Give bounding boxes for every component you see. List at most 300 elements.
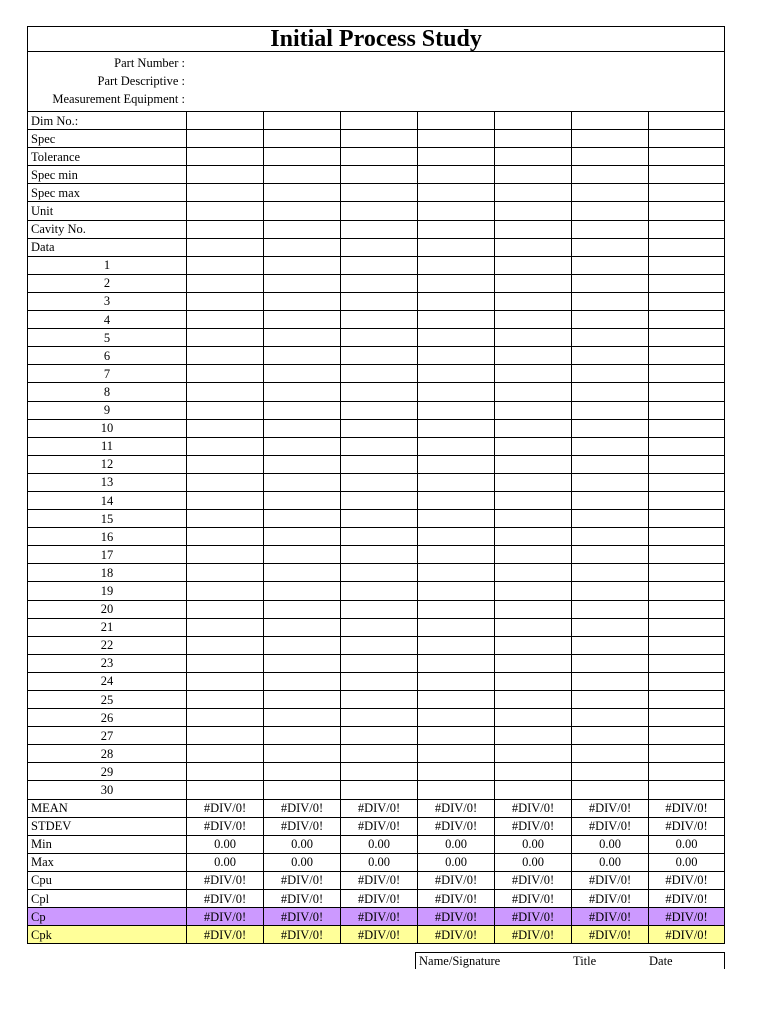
data-cell-6[interactable] — [572, 781, 649, 799]
data-cell-2[interactable] — [264, 329, 341, 347]
data-cell-6[interactable] — [572, 654, 649, 672]
data-cell-7[interactable] — [649, 636, 725, 654]
data-cell-3[interactable] — [341, 727, 418, 745]
data-cell-3[interactable] — [341, 383, 418, 401]
data-row-number: 1 — [28, 256, 187, 274]
data-cell-6[interactable] — [572, 256, 649, 274]
data-cell-5[interactable] — [495, 709, 572, 727]
data-cell-1[interactable] — [187, 745, 264, 763]
spec-cell-6[interactable] — [572, 220, 649, 238]
data-cell-4[interactable] — [418, 654, 495, 672]
stat-value: #DIV/0! — [418, 799, 495, 817]
data-cell-1[interactable] — [187, 691, 264, 709]
data-cell-3[interactable] — [341, 292, 418, 310]
stat-value: 0.00 — [495, 835, 572, 853]
data-cell-2[interactable] — [264, 745, 341, 763]
data-cell-5[interactable] — [495, 365, 572, 383]
data-cell-3[interactable] — [341, 654, 418, 672]
data-cell-1[interactable] — [187, 274, 264, 292]
data-cell-6[interactable] — [572, 745, 649, 763]
spec-cell-3[interactable] — [341, 166, 418, 184]
stat-value: #DIV/0! — [418, 817, 495, 835]
spec-cell-4[interactable] — [418, 220, 495, 238]
spec-cell-6[interactable] — [572, 130, 649, 148]
data-cell-1[interactable] — [187, 455, 264, 473]
data-cell-2[interactable] — [264, 455, 341, 473]
data-cell-4[interactable] — [418, 546, 495, 564]
data-cell-4[interactable] — [418, 473, 495, 491]
data-row-number: 11 — [28, 437, 187, 455]
data-cell-7[interactable] — [649, 582, 725, 600]
data-cell-5[interactable] — [495, 455, 572, 473]
data-cell-4[interactable] — [418, 781, 495, 799]
spec-cell-6[interactable] — [572, 112, 649, 130]
data-cell-6[interactable] — [572, 582, 649, 600]
data-cell-3[interactable] — [341, 636, 418, 654]
data-cell-7[interactable] — [649, 256, 725, 274]
stat-value: #DIV/0! — [649, 908, 725, 926]
spec-cell-2[interactable] — [264, 148, 341, 166]
data-cell-1[interactable] — [187, 473, 264, 491]
data-cell-5[interactable] — [495, 510, 572, 528]
spec-cell-1[interactable] — [187, 202, 264, 220]
data-cell-7[interactable] — [649, 781, 725, 799]
spec-cell-7[interactable] — [649, 220, 725, 238]
spec-cell-5[interactable] — [495, 184, 572, 202]
data-cell-7[interactable] — [649, 437, 725, 455]
data-cell-2[interactable] — [264, 274, 341, 292]
data-cell-2[interactable] — [264, 654, 341, 672]
data-cell-3[interactable] — [341, 491, 418, 509]
data-cell-1[interactable] — [187, 419, 264, 437]
data-cell-7[interactable] — [649, 329, 725, 347]
data-cell-4[interactable] — [418, 745, 495, 763]
data-cell-6[interactable] — [572, 510, 649, 528]
data-cell-1[interactable] — [187, 437, 264, 455]
data-cell-2[interactable] — [264, 564, 341, 582]
data-cell-7[interactable] — [649, 311, 725, 329]
data-cell-4[interactable] — [418, 419, 495, 437]
data-cell-5[interactable] — [495, 564, 572, 582]
data-cell-6[interactable] — [572, 528, 649, 546]
data-cell-6[interactable] — [572, 600, 649, 618]
data-cell-1[interactable] — [187, 365, 264, 383]
data-cell-2[interactable] — [264, 546, 341, 564]
stat-value: #DIV/0! — [187, 799, 264, 817]
spec-cell-4[interactable] — [418, 238, 495, 256]
data-cell-5[interactable] — [495, 473, 572, 491]
data-cell-1[interactable] — [187, 311, 264, 329]
data-cell-1[interactable] — [187, 654, 264, 672]
data-cell-5[interactable] — [495, 654, 572, 672]
data-cell-5[interactable] — [495, 419, 572, 437]
data-cell-5[interactable] — [495, 745, 572, 763]
spec-cell-3[interactable] — [341, 220, 418, 238]
data-cell-7[interactable] — [649, 473, 725, 491]
spec-cell-5[interactable] — [495, 238, 572, 256]
spec-cell-5[interactable] — [495, 130, 572, 148]
data-cell-7[interactable] — [649, 763, 725, 781]
data-cell-2[interactable] — [264, 473, 341, 491]
data-cell-7[interactable] — [649, 510, 725, 528]
data-cell-4[interactable] — [418, 636, 495, 654]
spec-cell-1[interactable] — [187, 148, 264, 166]
spec-cell-3[interactable] — [341, 202, 418, 220]
data-cell-4[interactable] — [418, 510, 495, 528]
data-cell-6[interactable] — [572, 365, 649, 383]
stat-value: #DIV/0! — [187, 817, 264, 835]
data-cell-3[interactable] — [341, 745, 418, 763]
spec-cell-7[interactable] — [649, 202, 725, 220]
data-cell-1[interactable] — [187, 292, 264, 310]
data-cell-4[interactable] — [418, 347, 495, 365]
spec-cell-1[interactable] — [187, 184, 264, 202]
spec-cell-6[interactable] — [572, 148, 649, 166]
data-row-number: 5 — [28, 329, 187, 347]
data-cell-6[interactable] — [572, 636, 649, 654]
data-cell-4[interactable] — [418, 292, 495, 310]
data-row — [28, 727, 725, 745]
spec-cell-3[interactable] — [341, 130, 418, 148]
spec-cell-5[interactable] — [495, 220, 572, 238]
stat-value: 0.00 — [572, 853, 649, 871]
data-cell-1[interactable] — [187, 709, 264, 727]
data-cell-6[interactable] — [572, 311, 649, 329]
data-cell-2[interactable] — [264, 528, 341, 546]
stat-value: #DIV/0! — [187, 890, 264, 908]
data-cell-2[interactable] — [264, 763, 341, 781]
data-cell-7[interactable] — [649, 491, 725, 509]
spec-cell-2[interactable] — [264, 238, 341, 256]
data-cell-1[interactable] — [187, 347, 264, 365]
data-cell-3[interactable] — [341, 311, 418, 329]
data-cell-1[interactable] — [187, 546, 264, 564]
spec-cell-5[interactable] — [495, 148, 572, 166]
data-cell-2[interactable] — [264, 383, 341, 401]
stat-value: 0.00 — [341, 853, 418, 871]
data-cell-4[interactable] — [418, 383, 495, 401]
data-cell-1[interactable] — [187, 256, 264, 274]
data-cell-2[interactable] — [264, 401, 341, 419]
data-cell-2[interactable] — [264, 256, 341, 274]
data-cell-5[interactable] — [495, 274, 572, 292]
spec-cell-2[interactable] — [264, 184, 341, 202]
data-cell-6[interactable] — [572, 672, 649, 690]
data-cell-1[interactable] — [187, 491, 264, 509]
data-cell-4[interactable] — [418, 528, 495, 546]
data-cell-5[interactable] — [495, 383, 572, 401]
data-row — [28, 600, 725, 618]
data-cell-1[interactable] — [187, 781, 264, 799]
data-cell-3[interactable] — [341, 763, 418, 781]
part-descriptive-value[interactable] — [188, 72, 724, 90]
data-cell-7[interactable] — [649, 672, 725, 690]
spec-cell-3[interactable] — [341, 184, 418, 202]
data-cell-5[interactable] — [495, 347, 572, 365]
data-cell-3[interactable] — [341, 256, 418, 274]
spec-cell-6[interactable] — [572, 202, 649, 220]
data-cell-4[interactable] — [418, 311, 495, 329]
stat-value: #DIV/0! — [495, 926, 572, 944]
spec-cell-5[interactable] — [495, 202, 572, 220]
data-cell-2[interactable] — [264, 437, 341, 455]
data-cell-3[interactable] — [341, 347, 418, 365]
data-cell-5[interactable] — [495, 636, 572, 654]
spec-cell-7[interactable] — [649, 184, 725, 202]
stat-value: #DIV/0! — [341, 926, 418, 944]
spec-cell-1[interactable] — [187, 220, 264, 238]
data-cell-2[interactable] — [264, 636, 341, 654]
data-cell-3[interactable] — [341, 274, 418, 292]
data-cell-4[interactable] — [418, 582, 495, 600]
data-cell-5[interactable] — [495, 437, 572, 455]
data-cell-1[interactable] — [187, 582, 264, 600]
spec-cell-3[interactable] — [341, 112, 418, 130]
data-cell-5[interactable] — [495, 292, 572, 310]
data-row — [28, 329, 725, 347]
data-cell-5[interactable] — [495, 691, 572, 709]
data-cell-3[interactable] — [341, 455, 418, 473]
data-cell-1[interactable] — [187, 383, 264, 401]
spec-cell-5[interactable] — [495, 166, 572, 184]
data-cell-2[interactable] — [264, 672, 341, 690]
data-cell-2[interactable] — [264, 347, 341, 365]
spec-cell-7[interactable] — [649, 112, 725, 130]
data-cell-4[interactable] — [418, 727, 495, 745]
data-cell-7[interactable] — [649, 347, 725, 365]
data-cell-7[interactable] — [649, 528, 725, 546]
data-cell-3[interactable] — [341, 419, 418, 437]
data-cell-1[interactable] — [187, 329, 264, 347]
data-cell-2[interactable] — [264, 419, 341, 437]
data-cell-1[interactable] — [187, 401, 264, 419]
data-cell-1[interactable] — [187, 528, 264, 546]
data-cell-6[interactable] — [572, 455, 649, 473]
data-cell-4[interactable] — [418, 455, 495, 473]
spec-cell-4[interactable] — [418, 184, 495, 202]
data-cell-7[interactable] — [649, 274, 725, 292]
data-cell-6[interactable] — [572, 437, 649, 455]
stat-value: #DIV/0! — [264, 926, 341, 944]
data-cell-7[interactable] — [649, 546, 725, 564]
data-cell-2[interactable] — [264, 781, 341, 799]
data-row-number: 15 — [28, 510, 187, 528]
spec-cell-1[interactable] — [187, 112, 264, 130]
data-cell-2[interactable] — [264, 709, 341, 727]
stat-value: 0.00 — [495, 853, 572, 871]
spec-cell-1[interactable] — [187, 130, 264, 148]
data-cell-3[interactable] — [341, 473, 418, 491]
data-cell-7[interactable] — [649, 365, 725, 383]
spec-cell-7[interactable] — [649, 238, 725, 256]
data-cell-1[interactable] — [187, 636, 264, 654]
data-cell-4[interactable] — [418, 401, 495, 419]
data-cell-4[interactable] — [418, 256, 495, 274]
data-cell-5[interactable] — [495, 528, 572, 546]
data-cell-7[interactable] — [649, 455, 725, 473]
data-cell-2[interactable] — [264, 600, 341, 618]
data-row — [28, 365, 725, 383]
data-cell-5[interactable] — [495, 311, 572, 329]
data-cell-6[interactable] — [572, 274, 649, 292]
data-cell-3[interactable] — [341, 582, 418, 600]
data-cell-6[interactable] — [572, 564, 649, 582]
data-cell-6[interactable] — [572, 401, 649, 419]
data-cell-2[interactable] — [264, 582, 341, 600]
data-cell-3[interactable] — [341, 672, 418, 690]
data-cell-7[interactable] — [649, 419, 725, 437]
data-cell-5[interactable] — [495, 672, 572, 690]
spec-cell-1[interactable] — [187, 238, 264, 256]
data-cell-1[interactable] — [187, 510, 264, 528]
spec-cell-5[interactable] — [495, 112, 572, 130]
data-cell-4[interactable] — [418, 763, 495, 781]
data-cell-5[interactable] — [495, 546, 572, 564]
data-cell-3[interactable] — [341, 329, 418, 347]
data-cell-6[interactable] — [572, 618, 649, 636]
spec-cell-2[interactable] — [264, 112, 341, 130]
data-cell-4[interactable] — [418, 274, 495, 292]
stat-label: STDEV — [28, 817, 187, 835]
data-cell-5[interactable] — [495, 763, 572, 781]
data-cell-3[interactable] — [341, 600, 418, 618]
data-cell-5[interactable] — [495, 329, 572, 347]
data-cell-7[interactable] — [649, 564, 725, 582]
data-cell-2[interactable] — [264, 727, 341, 745]
spec-cell-1[interactable] — [187, 166, 264, 184]
data-cell-3[interactable] — [341, 365, 418, 383]
data-cell-2[interactable] — [264, 618, 341, 636]
spec-cell-4[interactable] — [418, 112, 495, 130]
data-cell-7[interactable] — [649, 691, 725, 709]
data-cell-3[interactable] — [341, 691, 418, 709]
data-cell-4[interactable] — [418, 437, 495, 455]
stat-value: #DIV/0! — [264, 908, 341, 926]
spec-cell-6[interactable] — [572, 166, 649, 184]
data-row — [28, 546, 725, 564]
spec-cell-3[interactable] — [341, 238, 418, 256]
data-cell-6[interactable] — [572, 292, 649, 310]
spec-cell-7[interactable] — [649, 130, 725, 148]
data-cell-3[interactable] — [341, 437, 418, 455]
data-cell-6[interactable] — [572, 419, 649, 437]
data-cell-6[interactable] — [572, 727, 649, 745]
data-cell-7[interactable] — [649, 709, 725, 727]
data-row-number: 28 — [28, 745, 187, 763]
spec-cell-6[interactable] — [572, 238, 649, 256]
data-cell-2[interactable] — [264, 510, 341, 528]
data-cell-7[interactable] — [649, 654, 725, 672]
data-cell-1[interactable] — [187, 727, 264, 745]
stat-value: #DIV/0! — [264, 871, 341, 889]
stat-value: #DIV/0! — [495, 871, 572, 889]
spec-cell-2[interactable] — [264, 166, 341, 184]
data-cell-5[interactable] — [495, 618, 572, 636]
data-cell-6[interactable] — [572, 709, 649, 727]
spec-cell-6[interactable] — [572, 184, 649, 202]
data-cell-6[interactable] — [572, 383, 649, 401]
data-cell-4[interactable] — [418, 691, 495, 709]
spec-cell-2[interactable] — [264, 220, 341, 238]
measurement-equipment-value[interactable] — [188, 90, 724, 108]
data-cell-5[interactable] — [495, 781, 572, 799]
data-cell-5[interactable] — [495, 727, 572, 745]
data-cell-6[interactable] — [572, 473, 649, 491]
data-cell-6[interactable] — [572, 329, 649, 347]
spec-cell-4[interactable] — [418, 130, 495, 148]
data-cell-3[interactable] — [341, 709, 418, 727]
data-cell-1[interactable] — [187, 564, 264, 582]
data-cell-1[interactable] — [187, 600, 264, 618]
data-cell-5[interactable] — [495, 600, 572, 618]
data-cell-5[interactable] — [495, 256, 572, 274]
data-cell-5[interactable] — [495, 491, 572, 509]
data-cell-5[interactable] — [495, 582, 572, 600]
data-cell-7[interactable] — [649, 618, 725, 636]
data-row — [28, 491, 725, 509]
spec-cell-4[interactable] — [418, 166, 495, 184]
spec-cell-4[interactable] — [418, 202, 495, 220]
data-cell-4[interactable] — [418, 672, 495, 690]
data-cell-4[interactable] — [418, 365, 495, 383]
data-cell-1[interactable] — [187, 672, 264, 690]
data-cell-6[interactable] — [572, 347, 649, 365]
part-number-value[interactable] — [188, 54, 724, 72]
data-cell-3[interactable] — [341, 401, 418, 419]
data-cell-4[interactable] — [418, 709, 495, 727]
data-cell-3[interactable] — [341, 618, 418, 636]
data-cell-7[interactable] — [649, 401, 725, 419]
data-row — [28, 618, 725, 636]
data-cell-7[interactable] — [649, 383, 725, 401]
spec-cell-7[interactable] — [649, 166, 725, 184]
data-cell-3[interactable] — [341, 781, 418, 799]
data-cell-7[interactable] — [649, 727, 725, 745]
data-cell-6[interactable] — [572, 763, 649, 781]
data-cell-4[interactable] — [418, 600, 495, 618]
data-cell-1[interactable] — [187, 618, 264, 636]
data-cell-2[interactable] — [264, 691, 341, 709]
spec-cell-2[interactable] — [264, 130, 341, 148]
data-cell-7[interactable] — [649, 292, 725, 310]
data-cell-2[interactable] — [264, 292, 341, 310]
data-cell-1[interactable] — [187, 763, 264, 781]
data-cell-6[interactable] — [572, 691, 649, 709]
stat-row-max — [28, 853, 725, 871]
data-cell-2[interactable] — [264, 491, 341, 509]
data-cell-3[interactable] — [341, 546, 418, 564]
data-cell-7[interactable] — [649, 600, 725, 618]
data-cell-6[interactable] — [572, 491, 649, 509]
data-row-number: 17 — [28, 546, 187, 564]
data-cell-3[interactable] — [341, 510, 418, 528]
data-cell-4[interactable] — [418, 329, 495, 347]
data-cell-4[interactable] — [418, 564, 495, 582]
data-cell-3[interactable] — [341, 528, 418, 546]
data-cell-2[interactable] — [264, 365, 341, 383]
spec-cell-3[interactable] — [341, 148, 418, 166]
data-cell-4[interactable] — [418, 491, 495, 509]
data-cell-6[interactable] — [572, 546, 649, 564]
data-cell-4[interactable] — [418, 618, 495, 636]
data-cell-7[interactable] — [649, 745, 725, 763]
spec-cell-7[interactable] — [649, 148, 725, 166]
data-cell-3[interactable] — [341, 564, 418, 582]
spec-cell-4[interactable] — [418, 148, 495, 166]
data-cell-5[interactable] — [495, 401, 572, 419]
data-cell-2[interactable] — [264, 311, 341, 329]
spec-cell-2[interactable] — [264, 202, 341, 220]
